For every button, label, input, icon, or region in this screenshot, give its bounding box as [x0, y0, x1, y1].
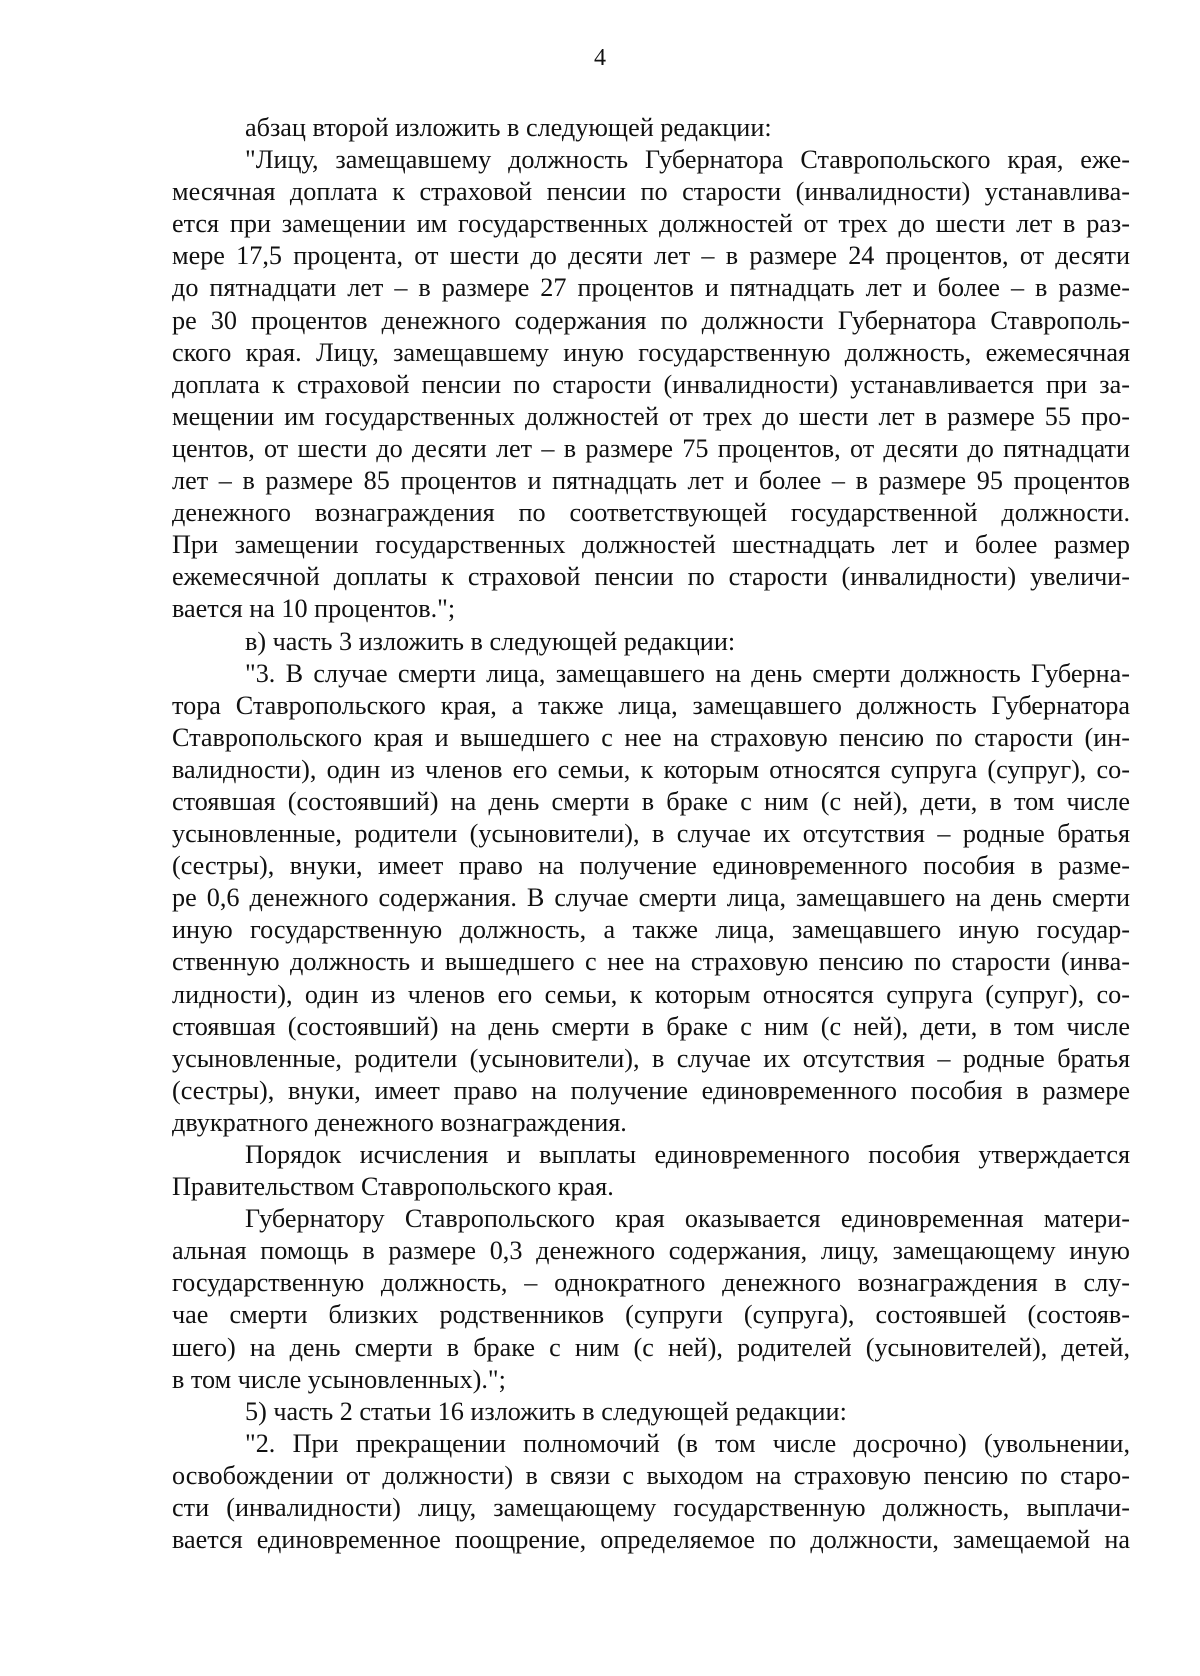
text-line: "3. В случае смерти лица, замещавшего на день смерти должность Губерна- [245, 658, 1130, 688]
page-number: 4 [594, 45, 606, 71]
text-line: стоявшая (состоявший) на день смерти в браке с ним (с ней), дети, в том числе [172, 786, 1130, 816]
text-line: абзац второй изложить в следующей редакции: [245, 113, 772, 142]
text-line: иную государственную должность, а также лица, замещавшего иную государ- [172, 915, 1130, 945]
text-line: (сестры), внуки, имеет право на получение единовременного пособия в размере [172, 1075, 1130, 1105]
text-line: центов, от шести до десяти лет – в размере 75 процентов, от десяти до пятнадцати [172, 433, 1130, 463]
text-line: в) часть 3 изложить в следующей редакции: [245, 626, 736, 656]
document-body [172, 112, 1130, 1556]
text-line: лидности), один из членов его семьи, к которым относятся супруга (супруг), со- [172, 979, 1130, 1009]
text-line: При замещении государственных должностей шестнадцать лет и более размер [172, 530, 1130, 560]
text-line: стоявшая (состоявший) на день смерти в браке с ним (с ней), дети, в том числе [172, 1011, 1130, 1041]
text-line: ежемесячной доплаты к страховой пенсии по старости (инвалидности) увеличи- [172, 562, 1130, 592]
text-line: 5) часть 2 статьи 16 изложить в следующей редакции: [245, 1396, 847, 1426]
text-line: Порядок исчисления и выплаты единовременного пособия утверждается [245, 1140, 1130, 1169]
text-line: ственную должность и вышедшего с нее на страховую пенсию по старости (инва- [172, 947, 1130, 977]
text-line: денежного вознаграждения по соответствующей государственной должности. [172, 498, 1130, 528]
text-line: Губернатору Ставропольского края оказывается единовременная матери- [245, 1204, 1130, 1234]
text-line: Ставропольского края и вышедшего с нее на страховую пенсию по старости (ин- [172, 722, 1130, 752]
text-line: государственную должность, – однократного денежного вознаграждения в слу- [172, 1268, 1130, 1298]
text-line: ется при замещении им государственных должностей от трех до шести лет в раз- [172, 209, 1130, 239]
text-line: (сестры), внуки, имеет право на получение единовременного пособия в разме- [172, 851, 1130, 881]
text-line: ре 0,6 денежного содержания. В случае смерти лица, замещавшего на день смерти [172, 883, 1130, 913]
text-line: мещении им государственных должностей от трех до шести лет в размере 55 про- [172, 401, 1130, 431]
text-line: ского края. Лицу, замещавшему иную государственную должность, ежемесячная [172, 337, 1130, 367]
text-line: вается единовременное поощрение, определяемое по должности, замещаемой на [172, 1525, 1130, 1555]
text-line: до пятнадцати лет – в размере 27 процентов и пятнадцать лет и более – в разме- [172, 273, 1130, 303]
text-line: "Лицу, замещавшему должность Губернатора Ставропольского края, еже- [245, 145, 1130, 175]
text-line: двукратного денежного вознаграждения. [172, 1107, 627, 1137]
text-line: лет – в размере 85 процентов и пятнадцать лет и более – в размере 95 процентов [172, 466, 1130, 496]
text-line: доплата к страховой пенсии по старости (инвалидности) устанавливается при за- [172, 369, 1130, 399]
text-line: освобождении от должности) в связи с выходом на страховую пенсию по старо- [172, 1460, 1130, 1490]
text-line: в том числе усыновленных)."; [172, 1364, 506, 1394]
text-line: валидности), один из членов его семьи, к которым относятся супруга (супруг), со- [172, 754, 1130, 784]
text-line: Правительством Ставропольского края. [172, 1172, 614, 1202]
text-line: мере 17,5 процента, от шести до десяти лет – в размере 24 процентов, от десяти [172, 241, 1130, 271]
text-line: месячная доплата к страховой пенсии по старости (инвалидности) устанавлива- [172, 177, 1130, 207]
text-line: усыновленные, родители (усыновители), в случае их отсутствия – родные братья [172, 819, 1130, 849]
text-line: ре 30 процентов денежного содержания по должности Губернатора Ставрополь- [172, 305, 1130, 335]
text-line: усыновленные, родители (усыновители), в случае их отсутствия – родные братья [172, 1043, 1130, 1073]
text-line: альная помощь в размере 0,3 денежного содержания, лицу, замещающему иную [172, 1236, 1130, 1266]
text-line: вается на 10 процентов."; [172, 594, 456, 624]
text-line: сти (инвалидности) лицу, замещающему государственную должность, выплачи- [172, 1493, 1130, 1523]
text-line: чае смерти близких родственников (супруги (супруга), состоявшей (состояв- [172, 1300, 1130, 1330]
text-line: тора Ставропольского края, а также лица, замещавшего должность Губернатора [172, 690, 1130, 720]
text-line: шего) на день смерти в браке с ним (с ней), родителей (усыновителей), детей, [172, 1332, 1130, 1362]
text-line: "2. При прекращении полномочий (в том числе досрочно) (увольнении, [245, 1428, 1130, 1458]
